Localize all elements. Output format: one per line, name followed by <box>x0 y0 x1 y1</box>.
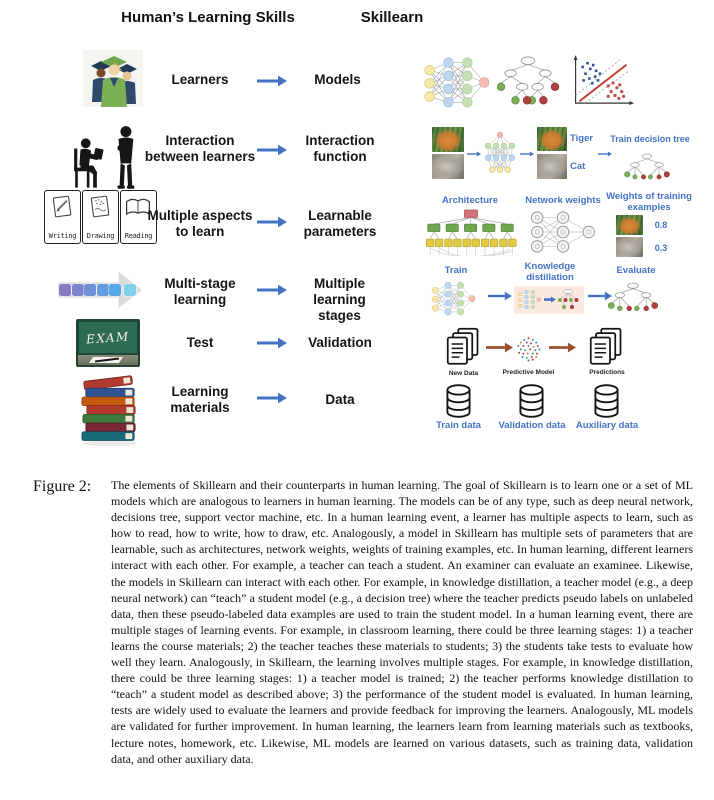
blue-arrow <box>251 216 293 228</box>
blue-arrow-small <box>488 291 512 301</box>
blue-arrow-small <box>467 150 481 158</box>
writing-label: Writing <box>48 232 77 240</box>
validation-data-database-icon <box>517 383 546 419</box>
row-label-interaction-between-learners: Interaction between learners <box>144 133 256 164</box>
row-label-models: Models <box>314 72 361 87</box>
row-label-learners: Learners <box>171 72 229 87</box>
exam-desk <box>78 355 138 365</box>
network-weights-illustration <box>528 210 598 254</box>
row-label-data: Data <box>325 392 355 407</box>
cat-image <box>432 154 464 179</box>
predictions-docs-icon <box>589 327 624 368</box>
validation-data-label: Validation data <box>498 420 566 431</box>
row-label-multi-stage: Multi-stage learning <box>164 276 236 307</box>
blue-arrow <box>251 337 293 349</box>
cat-class-label: Cat <box>570 161 586 172</box>
architecture-label: Architecture <box>442 195 498 206</box>
new-data-docs-icon <box>446 327 481 368</box>
example-weights-label: Weights of training examples <box>606 191 692 213</box>
row-label-validation: Validation <box>308 335 372 350</box>
tiger-weight-value: 0.8 <box>654 220 668 230</box>
column-header-human: Human’s Learning Skills <box>121 9 295 26</box>
exam-text: EXAM <box>85 328 131 347</box>
chalkboard <box>78 321 138 354</box>
train-data-label: Train data <box>436 420 481 431</box>
teacher-student-icon <box>72 123 146 191</box>
figure-caption <box>33 477 693 767</box>
architecture-tree-illustration <box>424 209 518 256</box>
tiger-image <box>537 127 567 151</box>
predictions-label: Predictions <box>589 369 625 376</box>
drawing-box <box>82 190 119 244</box>
small-tree-illustration <box>622 152 672 183</box>
row-label-multiple-stages: Multiple learning stages <box>313 276 366 323</box>
exam-board-icon <box>76 319 140 367</box>
evaluate-tree-illustration <box>606 281 660 315</box>
blue-arrow-small <box>520 150 534 158</box>
drawing-label: Drawing <box>86 232 115 240</box>
cat-image <box>616 237 643 257</box>
tiger-class-label: Tiger <box>570 133 594 144</box>
row-label-test: Test <box>186 335 214 350</box>
classifier-network-illustration <box>483 126 517 181</box>
blue-arrow <box>251 75 293 87</box>
graduates-icon <box>83 50 143 107</box>
row-label-multiple-aspects: Multiple aspects to learn <box>147 208 253 239</box>
row-label-learning-materials: Learning materials <box>170 384 230 415</box>
blue-arrow <box>251 284 293 296</box>
blue-arrow-small <box>598 150 612 158</box>
svm-scatter-illustration <box>566 53 638 111</box>
row-label-learnable-parameters: Learnable parameters <box>303 208 377 239</box>
auxiliary-data-label: Auxiliary data <box>575 420 639 431</box>
column-header-skillearn: Skillearn <box>360 9 424 26</box>
blue-arrow <box>251 144 293 156</box>
knowledge-distillation-label: Knowledge distillation <box>524 261 576 283</box>
train-data-database-icon <box>444 383 473 419</box>
neural-network-illustration <box>423 53 489 110</box>
predictive-model-cloud-icon <box>514 334 543 363</box>
figure-caption-text: The elements of Skillearn and their counterparts in human learning. The goal of Skillearn is to learn one or a set of ML models which are analogous to learners in human learning. The models can be of any type, such as deep neural network, decisions tree, support vector machine, etc. In a human learning event, a learner has multiple aspects to learn, such as how to read, how to write, how to draw, etc. Analogously, a model in Skillearn has multiple sets of parameters that are learnable, such as architectures, network weights, weights of training examples, etc. In human learning, different learners interact with each other. For example, a teacher can teach a student. An examiner can evaluate an examinee. Likewise, the models in Skillearn can interact with each other. For example, in knowledge distillation, a teacher model (e.g., a deep neural network) can “teach” a student model (e.g., a decision tree) where the teacher predicts pseudo labels on unlabeled data, then these pseudo-labeled data examples are used to train the student model. In a human learning event, there are multiple stages of learning events. For example, in classroom learning, there could be three learning stages: 1) a teacher learns the course materials; 2) the teacher teaches these materials to students; 3) the students take tests to evaluate how well they learn. Analogously, in Skillearn, the learning involves multiple stages. For example, in knowledge distillation, there could be three learning stages: 1) a teacher model is trained; 2) the teacher performs knowledge distillation to “teach” a student model as described above; 3) the performance of the student model is evaluated. In human learning, tests are widely used to evaluate the learners and provide feedback for improving the learners. Analogously, ML models are validated for further improvement. In human learning, the learners learn from learning materials such as textbooks, lecture notes, homework, etc. Likewise, ML models are learned on various datasets, such as training data, validation data, and other auxiliary data. <box>111 478 693 766</box>
figure-caption-number: Figure 2: <box>33 478 92 495</box>
evaluate-stage-label: Evaluate <box>616 265 656 276</box>
blue-arrow <box>251 392 293 404</box>
books-stack-icon <box>80 372 140 449</box>
auxiliary-data-database-icon <box>592 383 621 419</box>
brown-arrow <box>486 341 513 354</box>
train-decision-tree-label: Train decision tree <box>610 134 690 144</box>
train-stage-label: Train <box>444 265 468 276</box>
network-weights-label: Network weights <box>525 195 601 206</box>
tiger-image <box>432 127 464 152</box>
brown-arrow <box>549 341 576 354</box>
tiger-image <box>616 215 643 235</box>
cat-image <box>537 154 567 179</box>
train-network-illustration <box>425 279 481 317</box>
drawing-icon <box>86 194 114 220</box>
reading-label: Reading <box>124 232 153 240</box>
new-data-label: New Data <box>448 370 479 377</box>
multi-stage-icon <box>58 267 142 313</box>
writing-box <box>44 190 81 244</box>
row-label-interaction-function: Interaction function <box>305 133 375 164</box>
cat-weight-value: 0.3 <box>654 243 668 253</box>
writing-icon <box>48 194 76 220</box>
decision-tree-illustration <box>494 55 562 108</box>
predictive-model-label: Predictive Model <box>502 369 555 376</box>
distillation-inner-illustration <box>514 286 584 314</box>
knowledge-distillation-box <box>514 286 584 314</box>
